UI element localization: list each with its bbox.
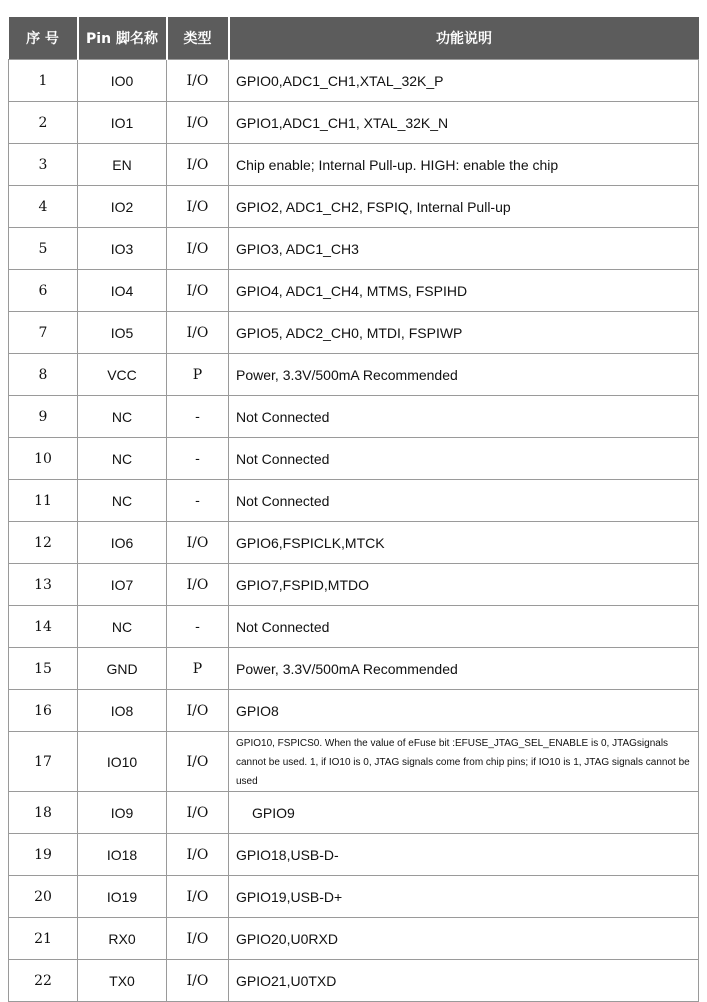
table-row bbox=[9, 480, 699, 522]
pin-description: GPIO6,FSPICLK,MTCK bbox=[229, 522, 699, 564]
pin-name: IO4 bbox=[78, 270, 167, 312]
pin-description: Not Connected bbox=[229, 396, 699, 438]
pin-type: I/O bbox=[167, 144, 229, 186]
pin-type: I/O bbox=[167, 792, 229, 834]
pin-description: GPIO8 bbox=[229, 690, 699, 732]
pin-type: I/O bbox=[167, 834, 229, 876]
pin-number: 21 bbox=[9, 918, 78, 960]
pin-name: GND bbox=[78, 648, 167, 690]
table-row bbox=[9, 564, 699, 606]
table-row bbox=[9, 876, 699, 918]
table-row bbox=[9, 522, 699, 564]
table-row bbox=[9, 648, 699, 690]
pin-type: I/O bbox=[167, 564, 229, 606]
pin-number: 17 bbox=[9, 732, 78, 792]
table-row bbox=[9, 102, 699, 144]
pin-name: NC bbox=[78, 480, 167, 522]
pin-name: IO8 bbox=[78, 690, 167, 732]
pin-description: GPIO9 bbox=[229, 792, 699, 834]
pin-number: 9 bbox=[9, 396, 78, 438]
pin-type: I/O bbox=[167, 960, 229, 1002]
pin-type: - bbox=[167, 438, 229, 480]
table-row bbox=[9, 312, 699, 354]
pin-name: IO1 bbox=[78, 102, 167, 144]
pin-number: 2 bbox=[9, 102, 78, 144]
pin-type: I/O bbox=[167, 732, 229, 792]
pin-name: IO3 bbox=[78, 228, 167, 270]
header-description: 功能说明 bbox=[229, 17, 699, 60]
table-row bbox=[9, 438, 699, 480]
pin-type: I/O bbox=[167, 228, 229, 270]
pin-number: 15 bbox=[9, 648, 78, 690]
pin-number: 4 bbox=[9, 186, 78, 228]
pin-name: NC bbox=[78, 606, 167, 648]
pin-number: 1 bbox=[9, 60, 78, 102]
pin-type: - bbox=[167, 396, 229, 438]
header-type: 类型 bbox=[167, 17, 229, 60]
pin-name: IO10 bbox=[78, 732, 167, 792]
pin-type: I/O bbox=[167, 102, 229, 144]
pin-number: 11 bbox=[9, 480, 78, 522]
pin-name: VCC bbox=[78, 354, 167, 396]
pin-number: 12 bbox=[9, 522, 78, 564]
pin-name: IO0 bbox=[78, 60, 167, 102]
pin-description: GPIO1,ADC1_CH1, XTAL_32K_N bbox=[229, 102, 699, 144]
table-row bbox=[9, 144, 699, 186]
pin-description: GPIO19,USB-D+ bbox=[229, 876, 699, 918]
table-row bbox=[9, 960, 699, 1002]
pin-description: Not Connected bbox=[229, 438, 699, 480]
pin-description: GPIO21,U0TXD bbox=[229, 960, 699, 1002]
pin-name: RX0 bbox=[78, 918, 167, 960]
pin-description: GPIO3, ADC1_CH3 bbox=[229, 228, 699, 270]
pin-name: IO7 bbox=[78, 564, 167, 606]
pin-description: GPIO20,U0RXD bbox=[229, 918, 699, 960]
header-row bbox=[9, 17, 699, 60]
table-row bbox=[9, 354, 699, 396]
pin-number: 22 bbox=[9, 960, 78, 1002]
pin-number: 10 bbox=[9, 438, 78, 480]
pin-table bbox=[8, 17, 699, 1002]
pin-name: NC bbox=[78, 396, 167, 438]
pin-type: I/O bbox=[167, 522, 229, 564]
pin-number: 19 bbox=[9, 834, 78, 876]
pin-description: Not Connected bbox=[229, 480, 699, 522]
table-row bbox=[9, 690, 699, 732]
table-row bbox=[9, 186, 699, 228]
pin-name: TX0 bbox=[78, 960, 167, 1002]
pin-description: GPIO7,FSPID,MTDO bbox=[229, 564, 699, 606]
pin-type: - bbox=[167, 480, 229, 522]
pin-type: I/O bbox=[167, 270, 229, 312]
pin-description: GPIO10, FSPICS0. When the value of eFuse bit :EFUSE_JTAG_SEL_ENABLE is 0, JTAGsignals cannot be used. 1, if IO10 is 0, JTAG signals come from chip pins; if IO10 is 1, JTAG signals cannot be used bbox=[229, 732, 699, 792]
pin-description: Power, 3.3V/500mA Recommended bbox=[229, 354, 699, 396]
table-row bbox=[9, 396, 699, 438]
pin-number: 6 bbox=[9, 270, 78, 312]
pin-number: 13 bbox=[9, 564, 78, 606]
pin-name: IO19 bbox=[78, 876, 167, 918]
header-number: 序 号 bbox=[9, 17, 78, 60]
pin-number: 5 bbox=[9, 228, 78, 270]
pin-description: Chip enable; Internal Pull-up. HIGH: enable the chip bbox=[229, 144, 699, 186]
table-row bbox=[9, 228, 699, 270]
pin-type: I/O bbox=[167, 918, 229, 960]
table-row bbox=[9, 834, 699, 876]
pin-description: GPIO0,ADC1_CH1,XTAL_32K_P bbox=[229, 60, 699, 102]
pin-number: 20 bbox=[9, 876, 78, 918]
pin-type: I/O bbox=[167, 690, 229, 732]
table-row bbox=[9, 60, 699, 102]
pin-name: IO6 bbox=[78, 522, 167, 564]
pin-type: P bbox=[167, 648, 229, 690]
table-row bbox=[9, 792, 699, 834]
pin-name: IO2 bbox=[78, 186, 167, 228]
pin-name: IO18 bbox=[78, 834, 167, 876]
pin-description: GPIO2, ADC1_CH2, FSPIQ, Internal Pull-up bbox=[229, 186, 699, 228]
pin-number: 18 bbox=[9, 792, 78, 834]
header-pin-name: Pin 脚名称 bbox=[78, 17, 167, 60]
pin-type: I/O bbox=[167, 60, 229, 102]
pin-description: GPIO18,USB-D- bbox=[229, 834, 699, 876]
pin-number: 14 bbox=[9, 606, 78, 648]
pin-number: 7 bbox=[9, 312, 78, 354]
table-row bbox=[9, 270, 699, 312]
pin-type: - bbox=[167, 606, 229, 648]
pin-name: IO9 bbox=[78, 792, 167, 834]
pin-type: P bbox=[167, 354, 229, 396]
pin-name: IO5 bbox=[78, 312, 167, 354]
pin-type: I/O bbox=[167, 876, 229, 918]
pin-description: GPIO4, ADC1_CH4, MTMS, FSPIHD bbox=[229, 270, 699, 312]
pin-description: GPIO5, ADC2_CH0, MTDI, FSPIWP bbox=[229, 312, 699, 354]
pin-description: Not Connected bbox=[229, 606, 699, 648]
table-row bbox=[9, 606, 699, 648]
pin-number: 3 bbox=[9, 144, 78, 186]
pin-number: 16 bbox=[9, 690, 78, 732]
pin-type: I/O bbox=[167, 186, 229, 228]
pin-type: I/O bbox=[167, 312, 229, 354]
table-row bbox=[9, 918, 699, 960]
pin-number: 8 bbox=[9, 354, 78, 396]
table-row bbox=[9, 732, 699, 792]
pin-name: NC bbox=[78, 438, 167, 480]
pin-description: Power, 3.3V/500mA Recommended bbox=[229, 648, 699, 690]
pin-name: EN bbox=[78, 144, 167, 186]
